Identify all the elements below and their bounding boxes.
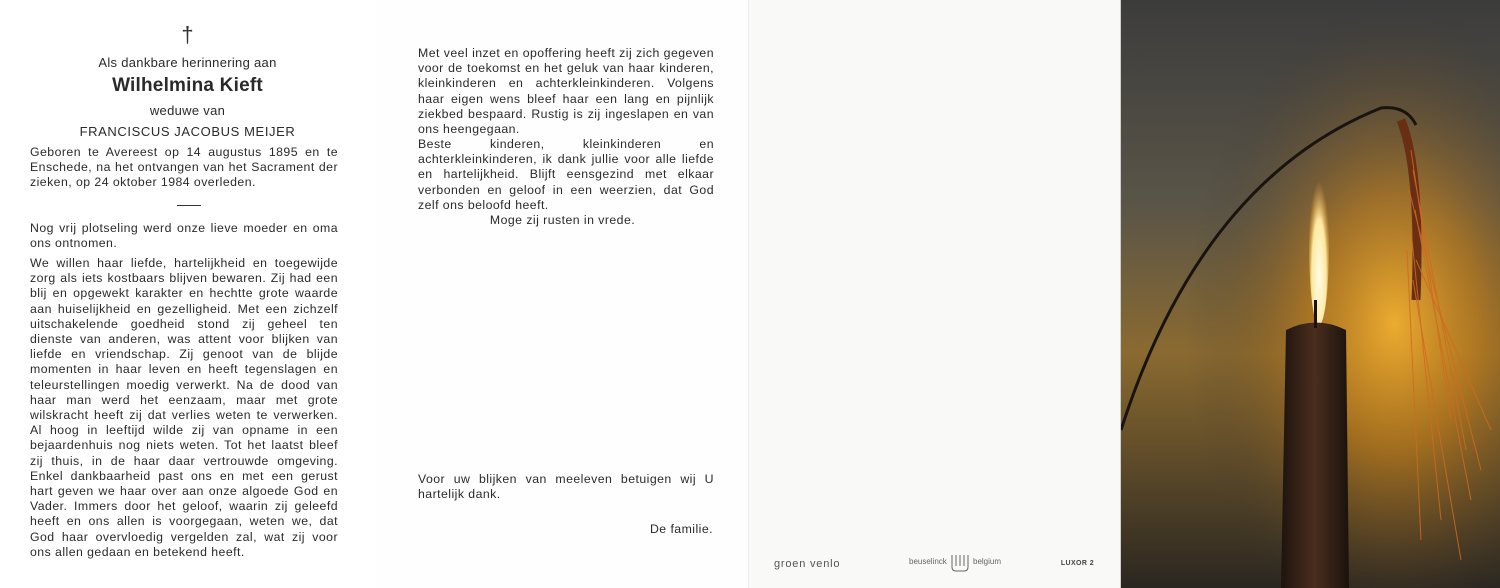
paragraph-memorial: We willen haar liefde, hartelijkheid en toegewijde zorg als iets kostbaars blijven bewaren. Zij had een blij en opgewekt karakter en hechtte grote waarde aan huiselijkheid en gezelligheid. Met een zichzelf uitschakelende goedheid stond zij geheel ten dienste van anderen, was attent voor blijken van liefde en vriendschap. Zij genoot van de blijde momenten in haar leven en heeft tegenslagen en teleurstellingen moedig verwerkt. Na de dood van haar man werd het eenzaam, maar met grote wilskracht heeft zij dat verlies weten te verwerken. Al hoog in leeftijd wilde zij van opname in een bejaardenhuis nog niets weten. Tot het laatst bleef zij thuis, in de haar daar vertrouwde omgeving. Enkel dankbaarheid past ons en met een gerust hart geven we haar over aan onze algoede God en Vader. Immers door het geloof, waarin zij geleefd heeft en ons allen is voorgegaan, weten we, dat God haar overvloedig vergelden zal, wat zij voor ons allen gedaan en betekend heeft. [30, 256, 338, 559]
inner-text-panel [375, 0, 748, 588]
logo-right-text: belgium [973, 557, 1002, 566]
publisher-logo [909, 553, 1019, 573]
printer-name: groen venlo [774, 558, 841, 570]
series-code: LUXOR 2 [1060, 560, 1094, 567]
husband-name: FRANCISCUS JACOBUS MEIJER [79, 124, 296, 139]
intro-line: Als dankbare herinnering aan [98, 55, 277, 70]
thanks-text: Voor uw blijken van meeleven betuigen wij U hartelijk dank. [418, 472, 714, 502]
deceased-name: Wilhelmina Kieft [112, 75, 263, 96]
paragraph-farewell: Beste kinderen, kleinkinderen en achterkleinkinderen, ik dank jullie voor alle liefde en hartelijkheid. Blijft eensgezind met elkaar verbonden en geloof in een weerzien, dat God zelf ons beloofd heeft. [418, 137, 714, 212]
logo-left-text: beuselinck [909, 557, 947, 566]
paragraph-intro: Nog vrij plotseling werd onze lieve moeder en oma ons ontnomen. [30, 221, 338, 251]
birth-death-text: Geboren te Avereest op 14 augustus 1895 en te Enschede, na het ontvangen van het Sacrament der zieken, op 24 oktober 1984 overleden. [30, 145, 338, 190]
photo-panel [1120, 0, 1500, 588]
front-text-panel [0, 0, 375, 588]
publisher-emblem-icon [949, 553, 971, 573]
cross-icon: † [181, 22, 194, 47]
family-signature: De familie. [649, 522, 713, 536]
prayer-line: Moge zij rusten in vrede. [489, 213, 636, 227]
widow-of-line: weduwe van [149, 103, 226, 118]
back-panel [748, 0, 1120, 588]
paragraph-devotion: Met veel inzet en opoffering heeft zij zich gegeven voor de toekomst en het geluk van haar kinderen, kleinkinderen en achterkleinkinderen. Volgens haar eigen wens bleef haar een lang en pijnlijk ziekbed bespaard. Rustig is zij ingeslapen en van ons heengegaan. [418, 46, 714, 137]
candle-photo [1121, 0, 1500, 588]
divider [177, 205, 201, 206]
